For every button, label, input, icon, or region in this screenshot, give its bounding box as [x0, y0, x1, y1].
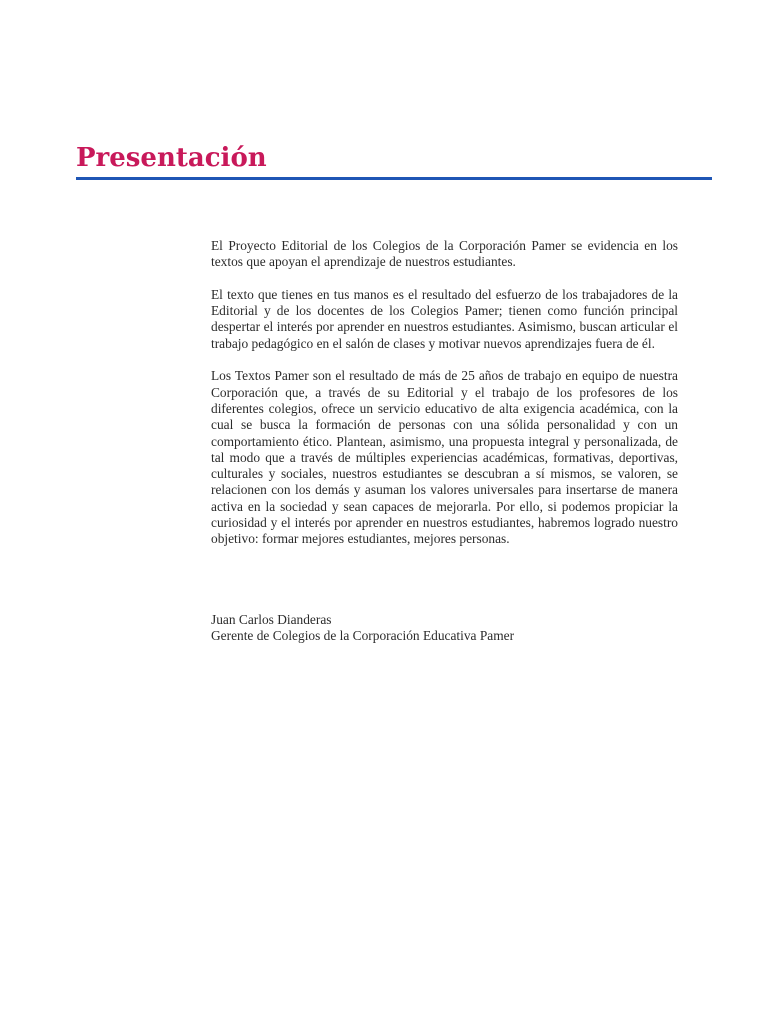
paragraph-intro: El Proyecto Editorial de los Colegios de la Corporación Pamer se evidencia en los textos que apoyan el aprendizaje de nuestros estudiantes. — [211, 238, 678, 270]
paragraph-history: Los Textos Pamer son el resultado de más de 25 años de trabajo en equipo de nuestra Corporación que, a través de su Editorial y el trabajo de los profesores de los diferentes colegios, ofrece un servicio educativo de alta exigencia académica, con la cual se busca la formación de personas con una sólida personalidad y con un comportamiento ético. Plantean, asimismo, una propuesta integral y personalizada, de tal modo que a través de múltiples experiencias académicas, formativas, deportivas, culturales y sociales, nuestros estudiantes se descubran a sí mismos, se valoren, se relacionen con los demás y asuman los valores universales para insertarse de manera activa en la sociedad y sean capaces de mejorarla. Por ello, si podemos propiciar la curiosidad y el interés por aprender en nuestros estudiantes, habremos logrado nuestro objetivo: formar mejores estudiantes, mejores personas. — [211, 368, 678, 547]
signature-block — [211, 612, 678, 645]
signature-role: Gerente de Colegios de la Corporación Educativa Pamer — [211, 628, 515, 644]
page-title: Presentación — [76, 143, 267, 173]
signature-name: Juan Carlos Dianderas — [211, 612, 332, 627]
title-underline-rule — [76, 177, 712, 180]
presentation-body — [211, 238, 678, 564]
paragraph-purpose: El texto que tienes en tus manos es el resultado del esfuerzo de los trabajadores de la Editorial y de los docentes de los Colegios Pamer; tienen como función principal despertar el interés por aprender en nuestros estudiantes. Asimismo, buscan articular el trabajo pedagógico en el salón de clases y motivar nuevos aprendizajes fuera de él. — [211, 286, 678, 351]
